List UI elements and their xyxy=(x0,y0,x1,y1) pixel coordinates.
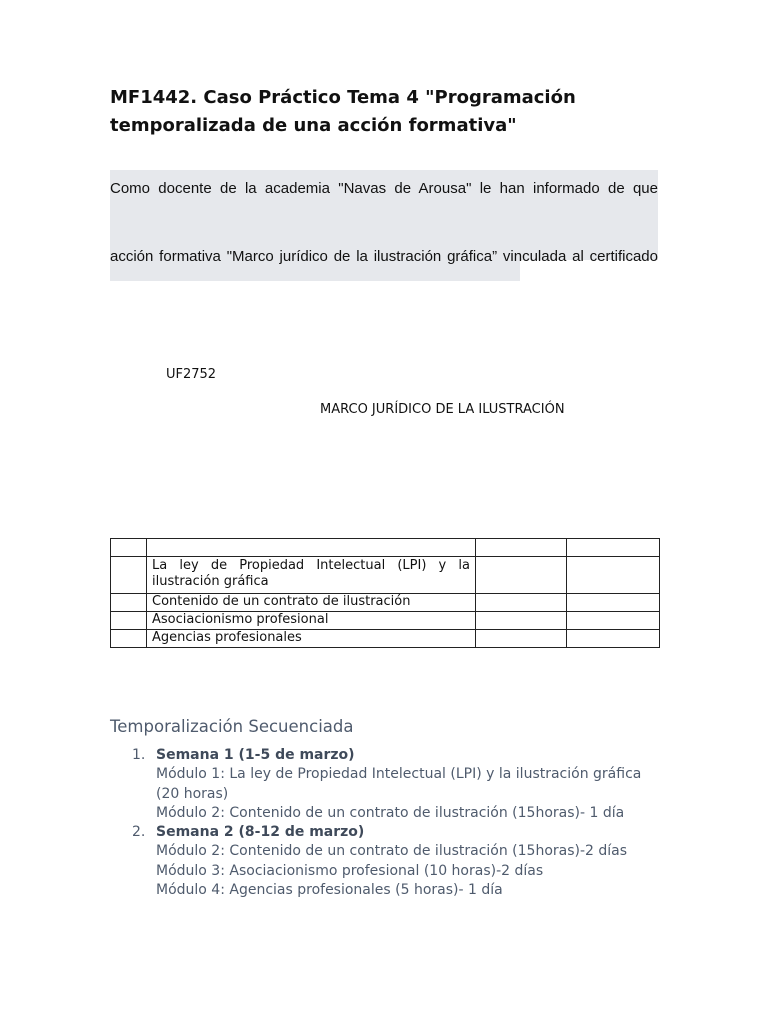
table-cell xyxy=(567,557,660,594)
table-cell-module: Contenido de un contrato de ilustración xyxy=(147,594,476,612)
intro-paragraph-line-1: Como docente de la academia "Navas de Arousa" le han informado de que xyxy=(110,180,658,197)
table-cell xyxy=(476,612,567,630)
week-line: (20 horas) xyxy=(156,785,229,802)
week-line: Módulo 1: La ley de Propiedad Intelectual (LPI) y la ilustración gráfica xyxy=(156,766,642,783)
table-cell xyxy=(567,630,660,648)
table-cell xyxy=(476,594,567,612)
table-cell-module: La ley de Propiedad Intelectual (LPI) y la ilustración gráfica xyxy=(147,557,476,594)
unit-title: MARCO JURÍDICO DE LA ILUSTRACIÓN xyxy=(320,402,565,417)
week-line: Módulo 2: Contenido de un contrato de ilustración (15horas)-2 días xyxy=(156,843,628,860)
week-line: Módulo 2: Contenido de un contrato de ilustración (15horas)- 1 día xyxy=(156,804,625,821)
list-item xyxy=(110,746,670,823)
table-cell xyxy=(111,594,147,612)
table-cell xyxy=(111,557,147,594)
table-row xyxy=(111,594,660,612)
week-title: Semana 2 (8-12 de marzo) xyxy=(156,824,365,841)
intro-paragraph-line-2: acción formativa "Marco jurídico de la ilustración gráfica” vinculada al certificado xyxy=(110,248,658,265)
table-cell xyxy=(476,630,567,648)
schedule-heading: Temporalización Secuenciada xyxy=(110,717,354,736)
document-title-line-2: temporalizada de una acción formativa" xyxy=(110,115,517,136)
schedule-list xyxy=(110,746,670,900)
table-cell xyxy=(111,612,147,630)
document-title xyxy=(110,84,670,140)
table-row xyxy=(111,612,660,630)
list-item xyxy=(110,823,670,900)
table-cell xyxy=(476,557,567,594)
document-title-line-1: MF1442. Caso Práctico Tema 4 "Programación xyxy=(110,87,576,108)
table-row xyxy=(111,557,660,594)
week-line: Módulo 4: Agencias profesionales (5 horas)- 1 día xyxy=(156,882,503,899)
table-row xyxy=(111,539,660,557)
table-cell xyxy=(111,630,147,648)
week-number: 1. xyxy=(132,747,146,763)
table-cell xyxy=(111,539,147,557)
table-cell xyxy=(147,539,476,557)
table-cell xyxy=(567,539,660,557)
week-line: Módulo 3: Asociacionismo profesional (10 horas)-2 días xyxy=(156,862,544,879)
table-cell xyxy=(476,539,567,557)
unit-code: UF2752 xyxy=(166,367,217,382)
week-title: Semana 1 (1-5 de marzo) xyxy=(156,747,355,763)
table-cell xyxy=(567,612,660,630)
table-cell-module: Agencias profesionales xyxy=(147,630,476,648)
table-cell-module: Asociacionismo profesional xyxy=(147,612,476,630)
week-number: 2. xyxy=(132,824,146,841)
table-row xyxy=(111,630,660,648)
modules-table xyxy=(110,538,660,648)
table-cell xyxy=(567,594,660,612)
